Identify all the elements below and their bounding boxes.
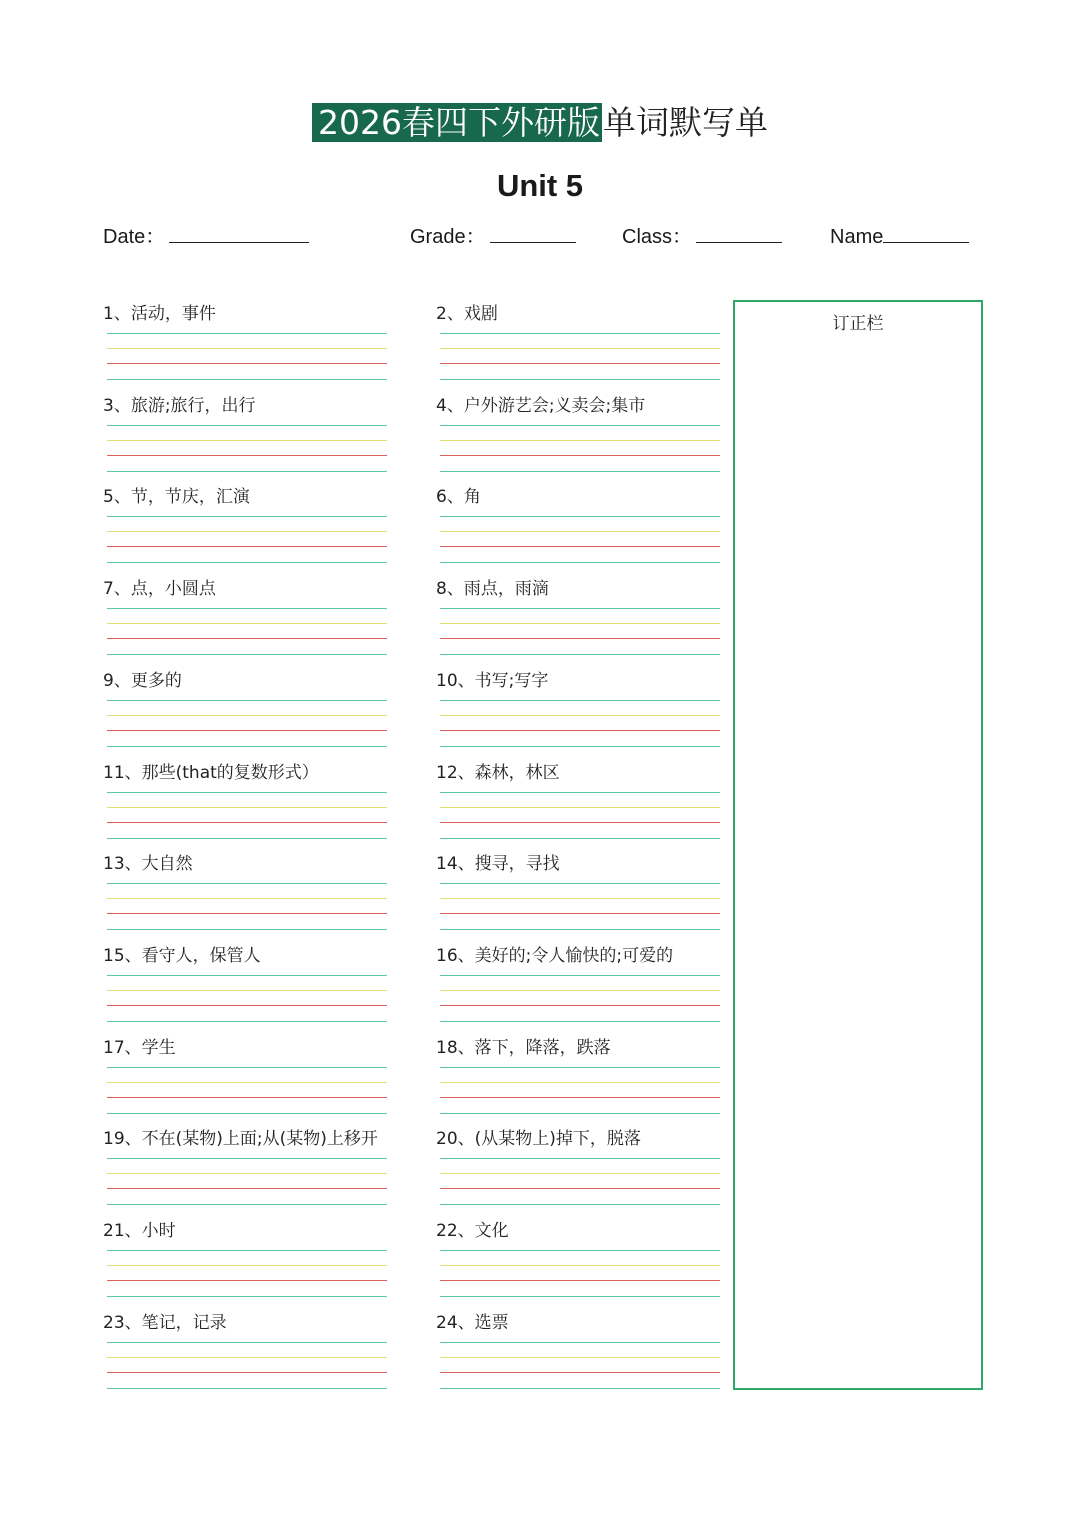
writing-line[interactable] xyxy=(107,929,387,930)
writing-line[interactable] xyxy=(107,715,387,716)
word-prompt: 13、大自然 xyxy=(103,854,193,875)
writing-line[interactable] xyxy=(440,792,720,793)
writing-line[interactable] xyxy=(107,1188,387,1189)
writing-line[interactable] xyxy=(440,838,720,839)
word-item xyxy=(436,852,736,936)
writing-line[interactable] xyxy=(440,730,720,731)
word-prompt: 15、看守人，保管人 xyxy=(103,945,261,966)
writing-line[interactable] xyxy=(107,1296,387,1297)
word-item xyxy=(103,1311,403,1395)
word-prompt: 19、不在(某物)上面;从(某物)上移开 xyxy=(103,1129,378,1150)
writing-line[interactable] xyxy=(440,379,720,380)
writing-line[interactable] xyxy=(440,1021,720,1022)
word-prompt: 23、笔记，记录 xyxy=(103,1312,227,1333)
writing-line[interactable] xyxy=(107,654,387,655)
writing-line[interactable] xyxy=(440,623,720,624)
writing-line[interactable] xyxy=(107,975,387,976)
writing-line[interactable] xyxy=(440,1158,720,1159)
word-item xyxy=(103,485,403,569)
word-item xyxy=(103,852,403,936)
writing-line[interactable] xyxy=(107,792,387,793)
word-item xyxy=(103,761,403,845)
word-item xyxy=(436,669,736,753)
writing-line[interactable] xyxy=(107,1097,387,1098)
word-item xyxy=(103,1036,403,1120)
word-prompt: 20、(从某物上)掉下，脱落 xyxy=(436,1129,641,1150)
writing-line[interactable] xyxy=(107,363,387,364)
writing-line[interactable] xyxy=(107,730,387,731)
word-prompt: 8、雨点，雨滴 xyxy=(436,579,549,600)
writing-line[interactable] xyxy=(107,333,387,334)
writing-line[interactable] xyxy=(107,608,387,609)
writing-line[interactable] xyxy=(440,333,720,334)
writing-line[interactable] xyxy=(440,715,720,716)
writing-line[interactable] xyxy=(107,1250,387,1251)
word-prompt: 18、落下，降落，跌落 xyxy=(436,1037,611,1058)
writing-line[interactable] xyxy=(107,838,387,839)
writing-line[interactable] xyxy=(107,746,387,747)
writing-line[interactable] xyxy=(440,531,720,532)
writing-line[interactable] xyxy=(107,1388,387,1389)
grade-field[interactable] xyxy=(410,224,576,250)
writing-line[interactable] xyxy=(440,562,720,563)
writing-line[interactable] xyxy=(440,1005,720,1006)
writing-line[interactable] xyxy=(107,1067,387,1068)
title-area xyxy=(0,97,1080,149)
writing-line[interactable] xyxy=(440,471,720,472)
writing-line[interactable] xyxy=(440,1280,720,1281)
writing-line[interactable] xyxy=(440,898,720,899)
writing-line[interactable] xyxy=(440,425,720,426)
writing-line[interactable] xyxy=(440,883,720,884)
grade-blank[interactable] xyxy=(490,224,576,243)
writing-line[interactable] xyxy=(440,1265,720,1266)
writing-line[interactable] xyxy=(107,913,387,914)
word-prompt: 16、美好的;令人愉快的;可爱的 xyxy=(436,945,674,966)
writing-line[interactable] xyxy=(440,1388,720,1389)
writing-line[interactable] xyxy=(107,883,387,884)
class-label: Class： xyxy=(622,226,693,248)
writing-line[interactable] xyxy=(107,516,387,517)
word-prompt: 6、角 xyxy=(436,487,481,508)
word-item xyxy=(103,944,403,1028)
writing-line[interactable] xyxy=(440,1173,720,1174)
word-item xyxy=(103,577,403,661)
word-prompt: 21、小时 xyxy=(103,1221,176,1241)
writing-line[interactable] xyxy=(440,1067,720,1068)
word-prompt: 10、书写;写字 xyxy=(436,670,549,691)
word-prompt: 4、户外游艺会;义卖会;集市 xyxy=(436,395,646,416)
correction-box[interactable] xyxy=(733,300,983,1390)
word-item xyxy=(436,577,736,661)
writing-line[interactable] xyxy=(107,1357,387,1358)
class-blank[interactable] xyxy=(696,224,782,243)
word-prompt: 2、戏剧 xyxy=(436,304,498,324)
writing-line[interactable] xyxy=(440,807,720,808)
writing-line[interactable] xyxy=(107,531,387,532)
writing-line[interactable] xyxy=(440,746,720,747)
writing-line[interactable] xyxy=(107,807,387,808)
word-prompt: 3、旅游;旅行，出行 xyxy=(103,395,256,416)
writing-line[interactable] xyxy=(107,1173,387,1174)
writing-line[interactable] xyxy=(440,440,720,441)
writing-line[interactable] xyxy=(107,1280,387,1281)
writing-line[interactable] xyxy=(440,975,720,976)
writing-line[interactable] xyxy=(107,471,387,472)
writing-line[interactable] xyxy=(440,1188,720,1189)
writing-line[interactable] xyxy=(107,898,387,899)
date-field[interactable] xyxy=(103,224,309,250)
writing-line[interactable] xyxy=(440,1097,720,1098)
title-highlight: 2026春四下外研版 xyxy=(312,103,602,142)
writing-line[interactable] xyxy=(107,379,387,380)
writing-line[interactable] xyxy=(440,546,720,547)
writing-line[interactable] xyxy=(107,1021,387,1022)
writing-line[interactable] xyxy=(107,638,387,639)
writing-line[interactable] xyxy=(440,1372,720,1373)
correction-label: 订正栏 xyxy=(832,314,884,334)
writing-line[interactable] xyxy=(107,1113,387,1114)
writing-line[interactable] xyxy=(440,1357,720,1358)
word-item xyxy=(436,761,736,845)
writing-line[interactable] xyxy=(440,990,720,991)
writing-line[interactable] xyxy=(440,1082,720,1083)
grade-label: Grade： xyxy=(410,226,486,248)
word-item xyxy=(436,485,736,569)
title-rest: 单词默写单 xyxy=(602,103,768,142)
word-prompt: 1、活动，事件 xyxy=(103,304,216,324)
word-prompt: 7、点，小圆点 xyxy=(103,579,216,600)
writing-line[interactable] xyxy=(440,455,720,456)
word-prompt: 11、那些(that的复数形式） xyxy=(103,762,319,783)
writing-line[interactable] xyxy=(440,516,720,517)
word-prompt: 12、森林，林区 xyxy=(436,762,560,783)
writing-line[interactable] xyxy=(107,623,387,624)
writing-line[interactable] xyxy=(440,638,720,639)
word-item xyxy=(103,1127,403,1211)
writing-line[interactable] xyxy=(440,913,720,914)
writing-line[interactable] xyxy=(440,608,720,609)
word-item xyxy=(436,394,736,478)
word-prompt: 22、文化 xyxy=(436,1221,509,1241)
writing-line[interactable] xyxy=(107,425,387,426)
name-blank[interactable] xyxy=(883,224,969,243)
writing-line[interactable] xyxy=(107,455,387,456)
word-prompt: 17、学生 xyxy=(103,1037,176,1058)
writing-line[interactable] xyxy=(440,1342,720,1343)
word-prompt: 5、节，节庆，汇演 xyxy=(103,487,250,508)
writing-line[interactable] xyxy=(107,1342,387,1343)
writing-line[interactable] xyxy=(107,1082,387,1083)
writing-line[interactable] xyxy=(440,700,720,701)
name-label: Name xyxy=(830,226,884,248)
writing-line[interactable] xyxy=(107,348,387,349)
writing-line[interactable] xyxy=(107,1005,387,1006)
writing-line[interactable] xyxy=(107,546,387,547)
writing-line[interactable] xyxy=(440,348,720,349)
writing-line[interactable] xyxy=(440,1296,720,1297)
word-item xyxy=(436,302,736,386)
writing-line[interactable] xyxy=(107,1204,387,1205)
date-label: Date： xyxy=(103,226,166,248)
writing-line[interactable] xyxy=(440,929,720,930)
writing-line[interactable] xyxy=(107,1265,387,1266)
word-item xyxy=(103,1219,403,1303)
word-item xyxy=(436,1127,736,1211)
word-item xyxy=(103,394,403,478)
word-item xyxy=(436,1311,736,1395)
word-item xyxy=(436,1219,736,1303)
word-item xyxy=(436,944,736,1028)
writing-line[interactable] xyxy=(107,440,387,441)
writing-line[interactable] xyxy=(107,700,387,701)
writing-line[interactable] xyxy=(440,1204,720,1205)
writing-line[interactable] xyxy=(440,654,720,655)
word-prompt: 9、更多的 xyxy=(103,670,182,691)
word-item xyxy=(436,1036,736,1120)
word-item xyxy=(103,669,403,753)
writing-line[interactable] xyxy=(440,1250,720,1251)
date-blank[interactable] xyxy=(169,224,309,243)
writing-line[interactable] xyxy=(107,1158,387,1159)
word-prompt: 14、搜寻，寻找 xyxy=(436,854,560,875)
word-prompt: 24、选票 xyxy=(436,1312,509,1333)
writing-line[interactable] xyxy=(440,1113,720,1114)
writing-line[interactable] xyxy=(107,990,387,991)
writing-line[interactable] xyxy=(440,363,720,364)
page-title xyxy=(312,97,768,149)
writing-line[interactable] xyxy=(107,1372,387,1373)
writing-line[interactable] xyxy=(107,562,387,563)
name-field[interactable] xyxy=(830,224,969,250)
class-field[interactable] xyxy=(622,224,782,250)
writing-line[interactable] xyxy=(440,822,720,823)
writing-line[interactable] xyxy=(107,822,387,823)
unit-heading: Unit 5 xyxy=(496,168,584,203)
word-item xyxy=(103,302,403,386)
